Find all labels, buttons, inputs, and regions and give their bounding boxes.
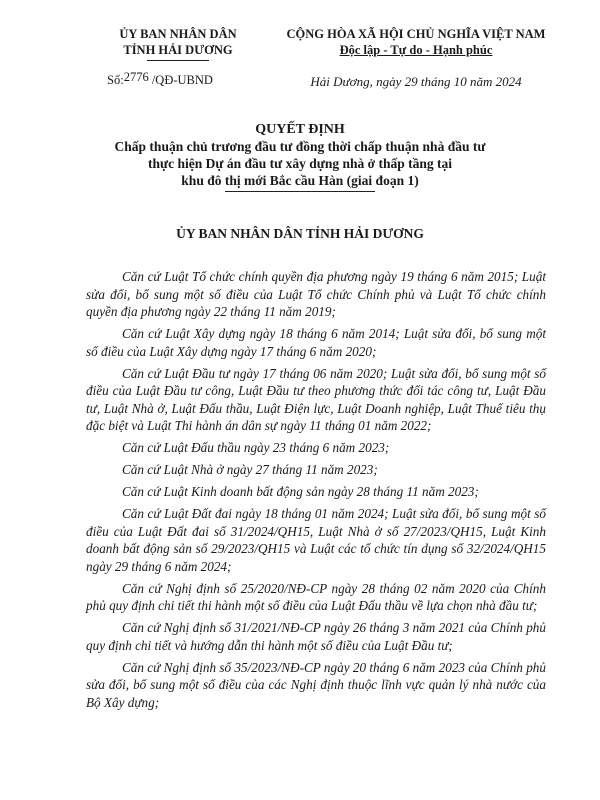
legal-basis-paragraph: Căn cứ Luật Đất đai ngày 18 tháng 01 năm 2024; Luật sửa đổi, bổ sung một số điều của Luật Đất đai số 31/2024/QH15, Luật Nhà ở số 27/2023/QH15, Luật Kinh doanh bất động sản số 29/2023/QH15 và Luật các tổ chức tín dụng số 32/2024/QH15 ngày 29 tháng 6 năm 2024; [86, 506, 546, 574]
legal-basis-paragraph: Căn cứ Luật Đầu tư ngày 17 tháng 06 năm 2020; Luật sửa đổi, bổ sung một số điều của Luật Đầu tư công, Luật Đầu tư theo phương thức đối tác công tư, Luật Đầu tư, Luật Nhà ở, Luật Đấu thầu, Luật Điện lực, Luật Doanh nghiệp, Luật Thuế tiêu thụ đặc biệt và Luật Thi hành án dân sự ngày 11 tháng 01 năm 2022; [86, 365, 546, 433]
national-motto: Độc lập - Tự do - Hạnh phúc [339, 43, 493, 57]
agency-underline [147, 60, 209, 61]
legal-basis-paragraph: Căn cứ Nghị định số 35/2023/NĐ-CP ngày 20 tháng 6 năm 2023 của Chính phủ sửa đổi, bổ sung một số điều của các Nghị định thuộc lĩnh vực quản lý nhà nước của Bộ Xây dựng; [86, 659, 546, 710]
legal-basis-paragraph: Căn cứ Luật Tổ chức chính quyền địa phương ngày 19 tháng 6 năm 2015; Luật sửa đổi, bổ sung một số điều của Luật Tổ chức Chính phủ và Luật Tổ chức chính quyền địa phương ngày 22 tháng 11 năm 2019; [86, 269, 546, 319]
legal-basis-paragraph: Căn cứ Nghị định số 31/2021/NĐ-CP ngày 26 tháng 3 năm 2021 của Chính phủ quy định chi tiết và hướng dẫn thi hành một số điều của Luật Đầu tư; [86, 620, 546, 653]
document-number-suffix: /QĐ-UBND [151, 73, 213, 87]
document-number-value: 2776 [123, 70, 149, 84]
legal-basis-paragraph: Căn cứ Luật Kinh doanh bất động sản ngày 28 tháng 11 năm 2023; [122, 484, 479, 499]
legal-bases [86, 268, 546, 716]
issuing-agency-header [78, 26, 278, 61]
place-and-date: Hải Dương, ngày 29 tháng 10 năm 2024 [310, 74, 522, 89]
agency-name-line2: TỈNH HẢI DƯƠNG [123, 43, 233, 57]
nation-name: CỘNG HÒA XÃ HỘI CHỦ NGHĨA VIỆT NAM [286, 27, 546, 41]
document-number-prefix: Số: [107, 73, 124, 87]
title-line-1: Chấp thuận chủ trương đầu tư đồng thời chấp thuận nhà đầu tư [114, 139, 486, 154]
national-header [262, 26, 570, 58]
document-number [107, 70, 213, 88]
document-title-block [60, 121, 540, 192]
legal-basis-paragraph: Căn cứ Luật Xây dựng ngày 18 tháng 6 năm 2014; Luật sửa đổi, bổ sung một số điều của Luật Xây dựng ngày 17 tháng 6 năm 2020; [86, 326, 546, 359]
legal-basis-paragraph: Căn cứ Luật Nhà ở ngày 27 tháng 11 năm 2023; [122, 462, 378, 477]
document-type: QUYẾT ĐỊNH [255, 122, 345, 137]
title-line-3: khu đô thị mới Bắc cầu Hàn (giai đoạn 1) [181, 173, 419, 188]
agency-name-line1: ỦY BAN NHÂN DÂN [119, 27, 237, 41]
title-line-2: thực hiện Dự án đầu tư xây dựng nhà ở thấp tầng tại [148, 156, 452, 171]
title-underline [225, 191, 375, 192]
legal-basis-paragraph: Căn cứ Nghị định số 25/2020/NĐ-CP ngày 28 tháng 02 năm 2020 của Chính phủ quy định chi tiết thi hành một số điều của Luật Đấu thầu về lựa chọn nhà đầu tư; [86, 580, 546, 613]
issuing-authority: ỦY BAN NHÂN DÂN TỈNH HẢI DƯƠNG [176, 226, 424, 241]
legal-basis-paragraph: Căn cứ Luật Đấu thầu ngày 23 tháng 6 năm 2023; [122, 440, 390, 455]
